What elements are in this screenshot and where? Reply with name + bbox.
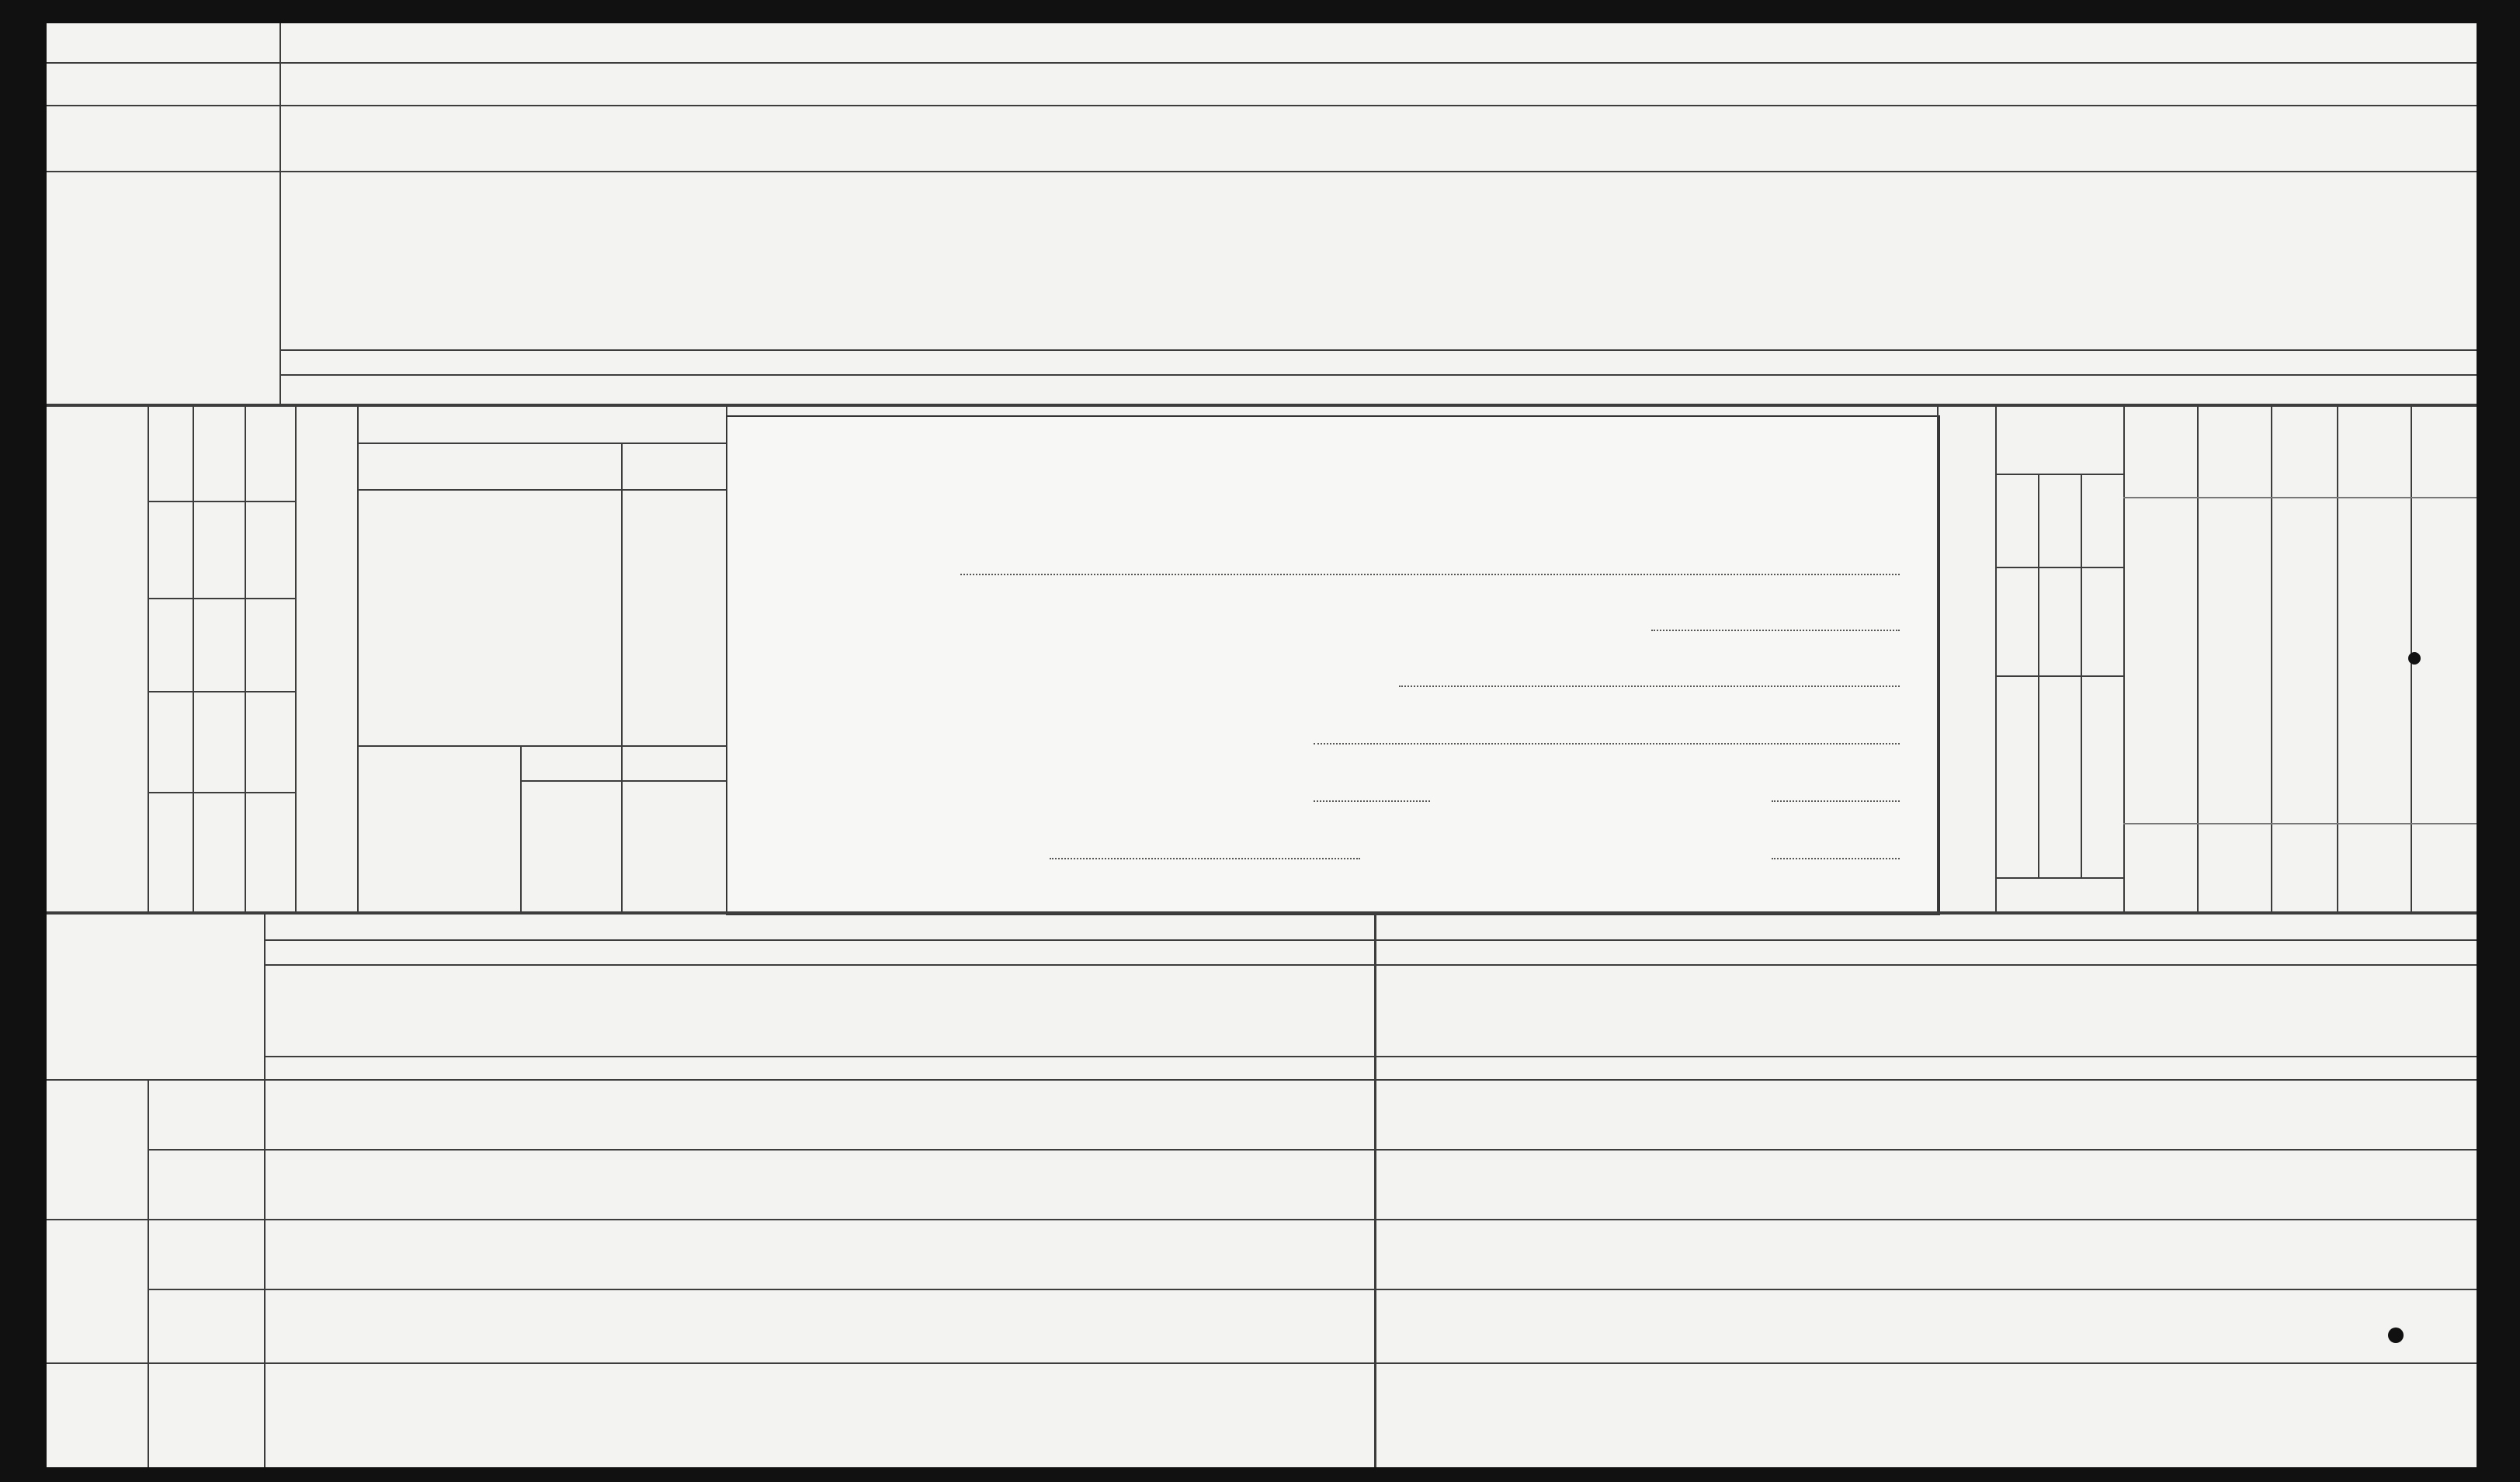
label-nalichnoe-naselenie — [1941, 411, 1992, 908]
rule-line — [621, 745, 623, 912]
label-zhenshchiny — [1997, 571, 2037, 672]
rule-line — [1995, 567, 2123, 568]
fill-line[interactable] — [1399, 684, 1900, 687]
rule-line — [279, 374, 2477, 376]
rule-line — [520, 745, 522, 912]
rule-line — [47, 1219, 2477, 1220]
rule-line — [47, 1362, 2477, 1364]
private-farms-notice — [726, 415, 1940, 915]
fill-line[interactable] — [960, 572, 1900, 575]
rule-line — [621, 443, 623, 745]
rule-line — [148, 501, 295, 502]
rule-line — [279, 349, 2477, 351]
rule-line — [264, 939, 2477, 941]
rule-line — [357, 443, 726, 444]
fill-line[interactable] — [1651, 628, 1900, 631]
rule-line — [148, 1079, 149, 1467]
rule-line — [47, 62, 2477, 64]
fill-line[interactable] — [1050, 856, 1360, 859]
col-num-136 — [2082, 706, 2121, 776]
rule-line — [1995, 474, 2123, 475]
rule-line — [264, 911, 266, 1467]
rule-line — [148, 598, 295, 599]
label-vsego-women — [2042, 629, 2079, 675]
rule-line — [148, 792, 295, 793]
rule-line — [2271, 407, 2272, 911]
rule-line — [2123, 497, 2477, 498]
label-vsego-men — [2042, 776, 2079, 869]
col-num-138 — [2082, 574, 2121, 621]
label-itogo-dush — [2039, 477, 2080, 563]
rule-line — [2123, 823, 2477, 824]
rule-line — [357, 407, 359, 911]
col-num-139 — [2082, 505, 2121, 559]
rule-line — [357, 745, 726, 747]
rule-line — [47, 171, 2477, 172]
col-num-135 — [2082, 800, 2121, 869]
label-ne-nadelnyh-zemel — [50, 1223, 146, 1359]
rule-line — [357, 489, 726, 491]
label-skolko-nanimalos — [297, 411, 356, 908]
rule-line — [279, 23, 281, 407]
fill-line[interactable] — [1772, 799, 1900, 802]
rule-line — [2197, 407, 2199, 911]
fill-line[interactable] — [1314, 799, 1430, 802]
rule-line — [1995, 877, 2123, 879]
rule-line — [1937, 407, 1939, 911]
ink-blot — [2388, 1328, 2404, 1343]
rule-line — [2123, 407, 2125, 911]
rule-line — [264, 964, 2477, 966]
label-muzhchiny — [1997, 679, 2037, 873]
rule-line — [193, 407, 194, 911]
rule-line — [47, 1079, 2477, 1081]
fill-line[interactable] — [1772, 856, 1900, 859]
rule-line — [148, 407, 149, 911]
label-nadelnyh-zemel — [50, 1083, 146, 1216]
rule-line — [47, 404, 2477, 407]
rule-line — [47, 105, 2477, 106]
rule-line — [2337, 407, 2338, 911]
rule-line — [245, 407, 246, 911]
rule-line — [1374, 911, 1376, 1467]
rule-line — [148, 691, 295, 692]
rule-line — [148, 1149, 2477, 1151]
rule-line — [148, 1289, 2477, 1290]
rule-line — [264, 1056, 2477, 1057]
census-form-sheet — [47, 23, 2477, 1467]
rule-line — [520, 780, 726, 782]
col-num-137 — [2082, 629, 2121, 675]
fill-line[interactable] — [1314, 741, 1900, 744]
label-working-age-women — [2039, 571, 2080, 629]
rule-line — [47, 911, 2477, 915]
ink-blot — [2408, 652, 2421, 665]
label-working-age-men — [2039, 679, 2080, 772]
rule-line — [1995, 675, 2123, 677]
